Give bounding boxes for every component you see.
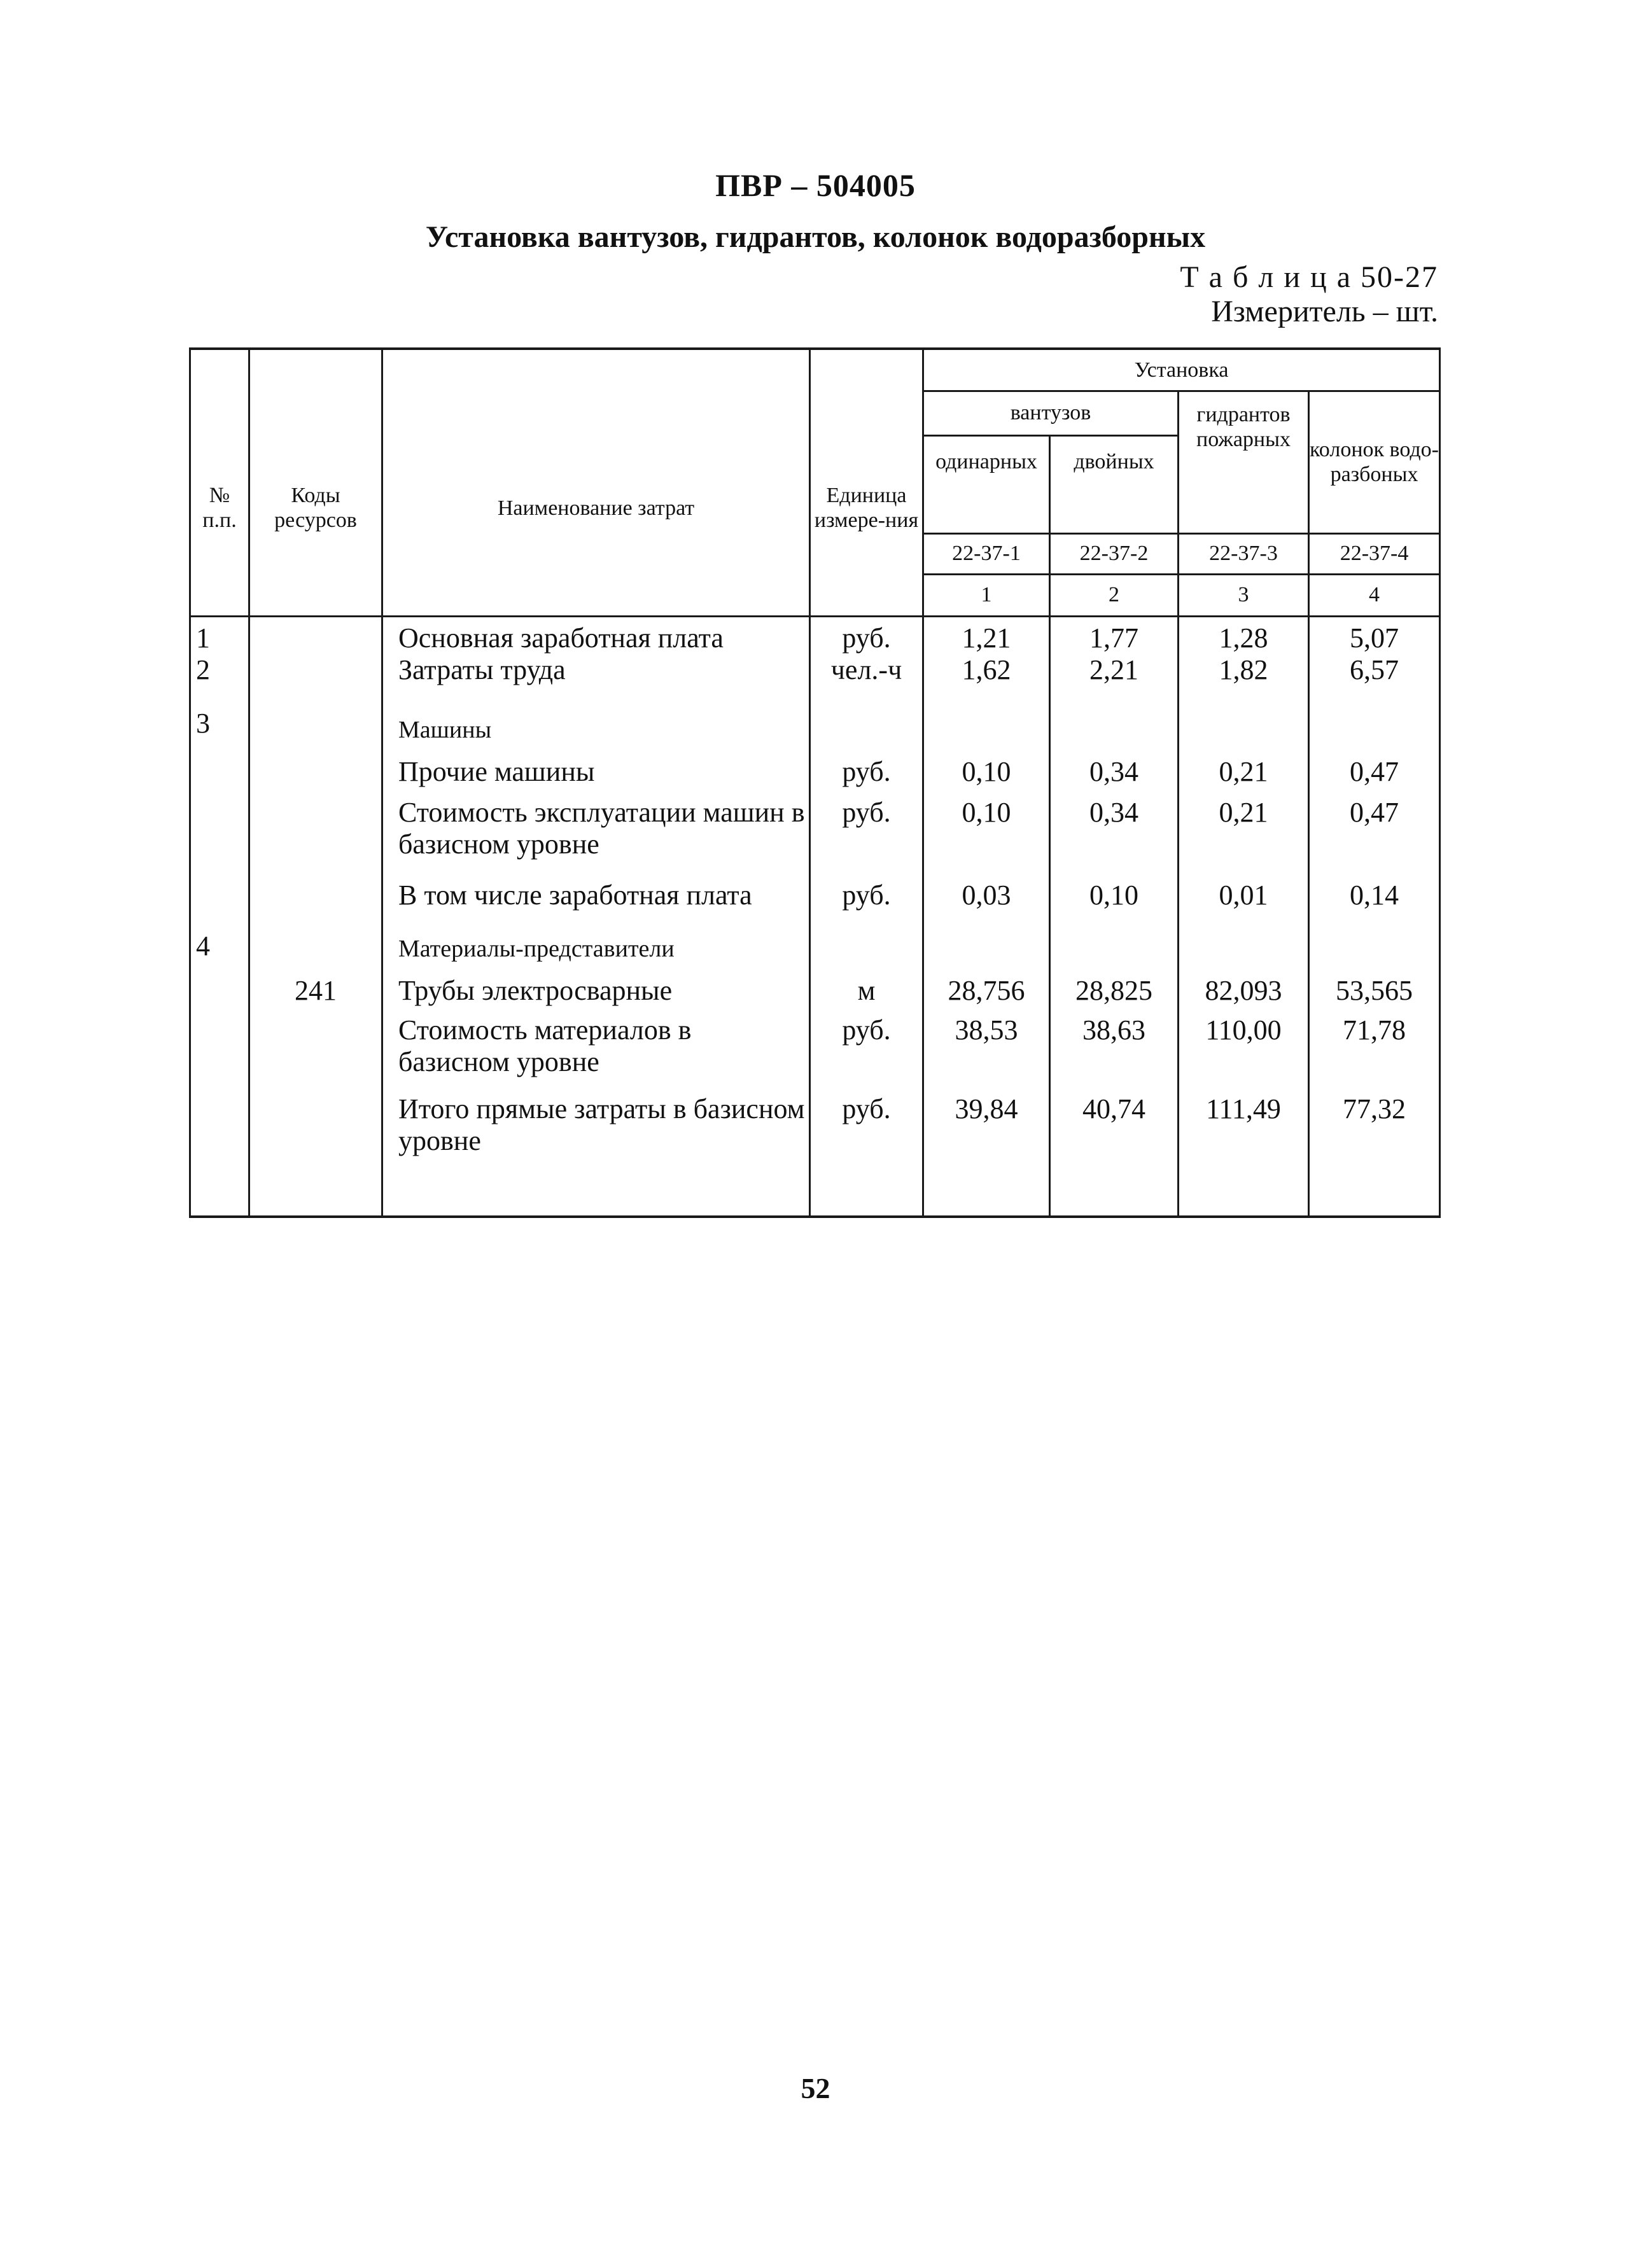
cost-name: Затраты труда bbox=[382, 654, 810, 708]
table-row bbox=[190, 750, 1440, 797]
page-number: 52 bbox=[801, 2072, 830, 2104]
norm-code: 22-37-2 bbox=[1050, 533, 1179, 574]
row-number bbox=[190, 1093, 249, 1217]
header-single: одинарных bbox=[923, 435, 1050, 533]
row-number bbox=[190, 876, 249, 921]
header-installation: Установка bbox=[923, 349, 1440, 391]
unit: руб. bbox=[810, 1014, 923, 1093]
unit: руб. bbox=[810, 876, 923, 921]
resource-code bbox=[249, 616, 382, 654]
value: 6,57 bbox=[1309, 654, 1440, 708]
table-row bbox=[190, 654, 1440, 708]
value bbox=[1309, 708, 1440, 750]
value: 0,47 bbox=[1309, 797, 1440, 876]
header-hydrant: гидрантов пожарных bbox=[1179, 391, 1309, 533]
unit: руб. bbox=[810, 616, 923, 654]
cost-name: Прочие машины bbox=[382, 750, 810, 797]
cost-name: Итого прямые затраты в базисном уровне bbox=[382, 1093, 810, 1217]
value bbox=[923, 708, 1050, 750]
column-number: 4 bbox=[1309, 574, 1440, 616]
row-number bbox=[190, 797, 249, 876]
section-heading: Материалы-представители bbox=[382, 921, 810, 969]
value: 110,00 bbox=[1179, 1014, 1309, 1093]
header-resource-codes: Коды ресурсов bbox=[249, 349, 382, 616]
norm-code: 22-37-3 bbox=[1179, 533, 1309, 574]
value bbox=[1309, 921, 1440, 969]
value: 53,565 bbox=[1309, 969, 1440, 1014]
resource-code bbox=[249, 708, 382, 750]
unit bbox=[810, 921, 923, 969]
table-row bbox=[190, 1014, 1440, 1093]
value bbox=[1050, 708, 1179, 750]
column-number: 1 bbox=[923, 574, 1050, 616]
row-number bbox=[190, 750, 249, 797]
row-number: 2 bbox=[190, 654, 249, 708]
norm-code: 22-37-1 bbox=[923, 533, 1050, 574]
cost-name: Основная заработная плата bbox=[382, 616, 810, 654]
table-row bbox=[190, 708, 1440, 750]
document-code: ПВР – 504005 bbox=[715, 167, 916, 203]
value: 111,49 bbox=[1179, 1093, 1309, 1217]
measurement-unit: Измеритель – шт. bbox=[1211, 295, 1438, 328]
value: 5,07 bbox=[1309, 616, 1440, 654]
header-number: № п.п. bbox=[190, 349, 249, 616]
header-cost-name: Наименование затрат bbox=[382, 349, 810, 616]
value: 28,756 bbox=[923, 969, 1050, 1014]
value: 0,21 bbox=[1179, 750, 1309, 797]
value: 28,825 bbox=[1050, 969, 1179, 1014]
value: 82,093 bbox=[1179, 969, 1309, 1014]
value: 0,10 bbox=[923, 797, 1050, 876]
row-number bbox=[190, 1014, 249, 1093]
unit: м bbox=[810, 969, 923, 1014]
unit: руб. bbox=[810, 1093, 923, 1217]
column-number: 3 bbox=[1179, 574, 1309, 616]
value: 0,01 bbox=[1179, 876, 1309, 921]
value: 38,53 bbox=[923, 1014, 1050, 1093]
value: 71,78 bbox=[1309, 1014, 1440, 1093]
table-row bbox=[190, 797, 1440, 876]
unit: чел.-ч bbox=[810, 654, 923, 708]
value: 0,10 bbox=[923, 750, 1050, 797]
value: 0,47 bbox=[1309, 750, 1440, 797]
cost-name: В том числе заработная плата bbox=[382, 876, 810, 921]
value: 0,34 bbox=[1050, 750, 1179, 797]
table-row bbox=[190, 921, 1440, 969]
value: 2,21 bbox=[1050, 654, 1179, 708]
resource-code bbox=[249, 654, 382, 708]
header-column: колонок водо-разбоных bbox=[1309, 391, 1440, 533]
header-vantuz: вантузов bbox=[923, 391, 1179, 435]
value: 1,28 bbox=[1179, 616, 1309, 654]
row-number: 3 bbox=[190, 708, 249, 750]
header-unit: Единица измере-ния bbox=[810, 349, 923, 616]
value bbox=[1050, 921, 1179, 969]
table-row bbox=[190, 616, 1440, 654]
table-row bbox=[190, 876, 1440, 921]
value: 1,82 bbox=[1179, 654, 1309, 708]
value: 0,14 bbox=[1309, 876, 1440, 921]
row-number: 4 bbox=[190, 921, 249, 969]
document-title: Установка вантузов, гидрантов, колонок водоразборных bbox=[425, 220, 1206, 254]
value: 39,84 bbox=[923, 1093, 1050, 1217]
value: 0,21 bbox=[1179, 797, 1309, 876]
value: 38,63 bbox=[1050, 1014, 1179, 1093]
cost-name: Стоимость эксплуатации машин в базисном уровне bbox=[382, 797, 810, 876]
resource-code bbox=[249, 1093, 382, 1217]
value bbox=[1179, 708, 1309, 750]
row-number: 1 bbox=[190, 616, 249, 654]
value bbox=[923, 921, 1050, 969]
cost-name: Стоимость материалов в базисном уровне bbox=[382, 1014, 810, 1093]
value bbox=[1179, 921, 1309, 969]
table-row bbox=[190, 1093, 1440, 1217]
unit: руб. bbox=[810, 750, 923, 797]
resource-code: 241 bbox=[249, 969, 382, 1014]
column-number: 2 bbox=[1050, 574, 1179, 616]
cost-name: Трубы электросварные bbox=[382, 969, 810, 1014]
table-row bbox=[190, 969, 1440, 1014]
value: 1,62 bbox=[923, 654, 1050, 708]
norm-code: 22-37-4 bbox=[1309, 533, 1440, 574]
unit: руб. bbox=[810, 797, 923, 876]
resource-code bbox=[249, 1014, 382, 1093]
resource-code bbox=[249, 750, 382, 797]
header-double: двойных bbox=[1050, 435, 1179, 533]
unit bbox=[810, 708, 923, 750]
value: 40,74 bbox=[1050, 1093, 1179, 1217]
value: 0,34 bbox=[1050, 797, 1179, 876]
row-number bbox=[190, 969, 249, 1014]
norms-table bbox=[189, 347, 1441, 1218]
resource-code bbox=[249, 876, 382, 921]
value: 1,77 bbox=[1050, 616, 1179, 654]
table-number: Т а б л и ц а 50-27 bbox=[1180, 260, 1438, 294]
value: 77,32 bbox=[1309, 1093, 1440, 1217]
resource-code bbox=[249, 921, 382, 969]
value: 0,10 bbox=[1050, 876, 1179, 921]
section-heading: Машины bbox=[382, 708, 810, 750]
value: 0,03 bbox=[923, 876, 1050, 921]
resource-code bbox=[249, 797, 382, 876]
value: 1,21 bbox=[923, 616, 1050, 654]
